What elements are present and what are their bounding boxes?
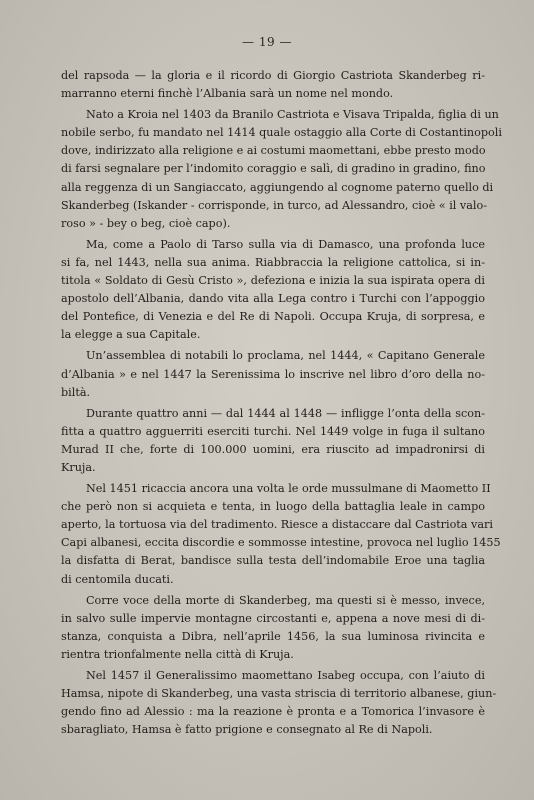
text-line: apostolo dell’Albania, dando vita alla Lega contro i Turchi con l’appoggio (61, 292, 485, 306)
text-line: Nel 1457 il Generalissimo maomettano Isabeg occupa, con l’aiuto di (86, 669, 485, 682)
text-line: Hamsa, nipote di Skanderbeg, una vasta striscia di territorio albanese, giun- (61, 687, 497, 701)
text-line: Corre voce della morte di Skanderbeg, ma questi si è messo, invece, (86, 593, 485, 607)
text-line: la disfatta di Berat, bandisce sulla testa dell’indomabile Eroe una taglia (61, 554, 485, 568)
text-line: dove, indirizzato alla religione e ai costumi maomettani, ebbe presto modo (61, 144, 486, 158)
text-line: Ma, come a Paolo di Tarso sulla via di Damasco, una profonda luce (86, 237, 485, 251)
text-line: Murad II che, forte di 100.000 uomini, era riuscito ad impadronirsi di (61, 442, 485, 456)
paragraph (61, 480, 501, 589)
text-line: alla reggenza di un Sangiaccato, aggiungendo al cognome paterno quello di (61, 180, 494, 194)
paragraph (61, 592, 485, 664)
text-line: nobile serbo, fu mandato nel 1414 quale ostaggio alla Corte di Costantinopoli (61, 126, 502, 140)
text-line: Un’assemblea di notabili lo proclama, nel 1444, « Capitano Generale (86, 349, 485, 363)
text-line: titola « Soldato di Gesù Cristo », defeziona e inizia la sua ispirata opera di (61, 274, 485, 288)
text-line: Durante quattro anni — dal 1444 al 1448 — infligge l’onta della scon- (86, 406, 485, 420)
text-line: si fa, nel 1443, nella sua anima. Riabbraccia la religione cattolica, si in- (61, 255, 485, 269)
body-text (61, 67, 502, 739)
text-line: rientra trionfalmente nella città di Kruja. (61, 647, 294, 661)
text-line: del Pontefice, di Venezia e del Re di Napoli. Occupa Kruja, di sorpresa, e (61, 310, 485, 324)
text-line: la elegge a sua Capitale. (61, 328, 201, 342)
text-line: d’Albania » e nel 1447 la Serenissima lo inscrive nel libro d’oro della no- (61, 367, 485, 381)
text-line: di centomila ducati. (61, 572, 174, 586)
paragraph (61, 106, 502, 233)
text-line: Kruja. (61, 460, 96, 474)
text-line: marranno eterni finchè l’Albania sarà un nome nel mondo. (61, 87, 394, 101)
text-line: aperto, la tortuosa via del tradimento. Riesce a distaccare dal Castriota vari (61, 518, 493, 532)
text-line: Nato a Kroia nel 1403 da Branilo Castriota e Visava Tripalda, figlia di un (86, 108, 499, 122)
text-line: sbaragliato, Hamsa è fatto prigione e consegnato al Re di Napoli. (61, 723, 433, 737)
text-line: gendo fino ad Alessio : ma la reazione è pronta e a Tomorica l’invasore è (61, 705, 485, 719)
text-line: biltà. (61, 385, 91, 399)
text-line: fitta a quattro agguerriti eserciti turchi. Nel 1449 volge in fuga il sultano (61, 424, 485, 438)
text-line: Skanderbeg (Iskander - corrisponde, in turco, ad Alessandro, cioè « il valo- (61, 198, 487, 212)
text-line: stanza, conquista a Dibra, nell’aprile 1456, la sua luminosa rivincita e (61, 629, 485, 643)
paragraph (61, 667, 497, 739)
page-number: — 19 — (242, 35, 292, 49)
paragraph (61, 347, 485, 401)
text-line: del rapsoda — la gloria e il ricordo di Giorgio Castriota Skanderbeg ri- (61, 69, 485, 82)
paragraph (61, 236, 485, 345)
text-line: Nel 1451 ricaccia ancora una volta le orde mussulmane di Maometto II (86, 482, 491, 496)
text-line: Capi albanesi, eccita discordie e sommosse intestine, provoca nel luglio 1455 (61, 536, 501, 550)
text-line: che però non si acquieta e tenta, in luogo della battaglia leale in campo (61, 500, 485, 514)
text-line: roso » - bey o beg, cioè capo). (61, 216, 231, 230)
paragraph (61, 67, 485, 103)
paragraph (61, 405, 485, 477)
text-line: in salvo sulle impervie montagne circostanti e, appena a nove mesi di di- (61, 611, 485, 625)
text-line: di farsi segnalare per l’indomito coraggio e salì, di gradino in gradino, fino (61, 162, 486, 176)
